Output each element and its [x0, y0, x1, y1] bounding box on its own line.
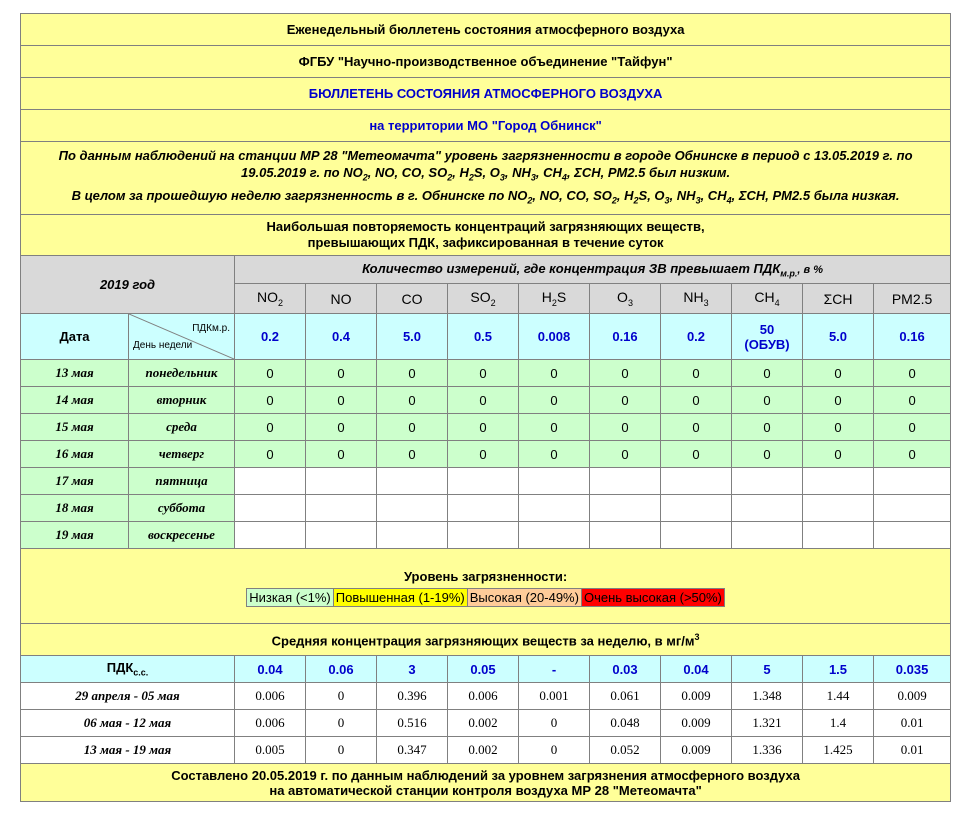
- row-value: [732, 495, 803, 522]
- pollutant-header: $O_3$: [590, 284, 661, 314]
- pollutant-header: $NO_2$: [235, 284, 306, 314]
- row-value: 0: [519, 360, 590, 387]
- row-value: [590, 468, 661, 495]
- row-date: 19 мая: [21, 522, 129, 549]
- pdk-ss-value: 0.05: [448, 656, 519, 683]
- row-value: 0: [732, 387, 803, 414]
- avg-value: 0.002: [448, 710, 519, 737]
- avg-period: 29 апреля - 05 мая: [21, 683, 235, 710]
- repeat-section-title: Наибольшая повторяемость концентраций загрязняющих веществ, превышающих ПДК, зафиксированная в течение суток: [21, 215, 951, 256]
- pdk-mr-value: 0.008: [519, 314, 590, 360]
- pdk-ss-value: 0.04: [235, 656, 306, 683]
- pdk-ss-value: 0.04: [661, 656, 732, 683]
- row-value: [377, 495, 448, 522]
- pdk-ss-value: 0.03: [590, 656, 661, 683]
- avg-value: 1.425: [803, 737, 874, 764]
- summary-paragraph-1: По данным наблюдений на станции МР 28 "Метеомачта" уровень загрязненности в городе Обнинске в период с 13.05.2019 г. по 19.05.2019 г. по $NO_2$, NO, CO, $SO_2$, $H_2S$, $O_3$, $NH_3$, $CH_4$, ΣCH, PM2.5 был низким.: [58, 148, 913, 183]
- row-value: [803, 495, 874, 522]
- pdk-mr-value: 0.16: [874, 314, 951, 360]
- avg-value: 0.006: [448, 683, 519, 710]
- avg-value: 0.009: [661, 710, 732, 737]
- row-value: [590, 522, 661, 549]
- row-value: [235, 495, 306, 522]
- pdk-mr-note: (ОБУВ): [744, 336, 790, 352]
- table-row: [21, 522, 951, 549]
- pdk-ss-value: 3: [377, 656, 448, 683]
- row-weekday: четверг: [129, 441, 235, 468]
- avg-value: 0.001: [519, 683, 590, 710]
- avg-value: 0.005: [235, 737, 306, 764]
- row-weekday: понедельник: [129, 360, 235, 387]
- legend-item: Высокая (20-49%): [467, 589, 581, 607]
- row-value: [448, 522, 519, 549]
- avg-value: 0: [306, 710, 377, 737]
- avg-value: 1.44: [803, 683, 874, 710]
- pollutant-header: $CH_4$: [732, 284, 803, 314]
- row-value: 0: [235, 360, 306, 387]
- row-value: [519, 522, 590, 549]
- row-value: 0: [803, 414, 874, 441]
- row-value: [874, 522, 951, 549]
- year-label: 2019 год: [21, 256, 235, 314]
- row-value: 0: [803, 360, 874, 387]
- pdk-mr-value: 50 (ОБУВ): [732, 314, 803, 360]
- row-value: [448, 468, 519, 495]
- row-date: 16 мая: [21, 441, 129, 468]
- avg-value: 0: [519, 710, 590, 737]
- pdk-ss-value: 0.06: [306, 656, 377, 683]
- row-weekday: среда: [129, 414, 235, 441]
- pdk-mr-value: 5.0: [803, 314, 874, 360]
- pdk-mr-value: 0.2: [661, 314, 732, 360]
- row-value: 0: [448, 360, 519, 387]
- footer-note: Составлено 20.05.2019 г. по данным наблюдений за уровнем загрязнения атмосферного воздуха на автоматической станции контроля воздуха МР 28 "Метеомачта": [21, 764, 951, 802]
- avg-period: 06 мая - 12 мая: [21, 710, 235, 737]
- row-value: [377, 468, 448, 495]
- legend-item: Очень высокая (>50%): [581, 589, 724, 607]
- row-value: 0: [803, 441, 874, 468]
- row-value: [448, 495, 519, 522]
- row-value: 0: [377, 414, 448, 441]
- table-row: [21, 441, 951, 468]
- date-weekday-diagonal: [129, 314, 235, 360]
- avg-value: 0.002: [448, 737, 519, 764]
- row-value: 0: [661, 441, 732, 468]
- row-value: [661, 522, 732, 549]
- row-value: [803, 468, 874, 495]
- avg-value: 0.009: [661, 683, 732, 710]
- row-value: 0: [874, 387, 951, 414]
- pdk-ss-value: 1.5: [803, 656, 874, 683]
- table-row: [21, 495, 951, 522]
- row-value: 0: [235, 441, 306, 468]
- avg-value: 1.336: [732, 737, 803, 764]
- avg-value: 0.01: [874, 737, 951, 764]
- row-value: 0: [377, 387, 448, 414]
- row-value: [874, 495, 951, 522]
- diagonal-line: [129, 314, 234, 359]
- table-row: [21, 737, 951, 764]
- row-value: 0: [661, 414, 732, 441]
- avg-period: 13 мая - 19 мая: [21, 737, 235, 764]
- row-weekday: воскресенье: [129, 522, 235, 549]
- row-weekday: вторник: [129, 387, 235, 414]
- row-value: 0: [306, 414, 377, 441]
- row-value: 0: [590, 387, 661, 414]
- table-row: [21, 360, 951, 387]
- avg-value: 1.348: [732, 683, 803, 710]
- row-value: [306, 495, 377, 522]
- row-value: [732, 522, 803, 549]
- row-value: [519, 468, 590, 495]
- pdk-ss-value: -: [519, 656, 590, 683]
- row-weekday: пятница: [129, 468, 235, 495]
- row-value: [235, 468, 306, 495]
- row-value: 0: [306, 441, 377, 468]
- row-value: 0: [377, 441, 448, 468]
- pdk-mr-value: 0.4: [306, 314, 377, 360]
- date-label: Дата: [21, 314, 129, 360]
- avg-value: 0.516: [377, 710, 448, 737]
- row-value: [874, 468, 951, 495]
- avg-value: 1.321: [732, 710, 803, 737]
- row-value: 0: [235, 387, 306, 414]
- row-value: [590, 495, 661, 522]
- pollutant-header: $H_2S$: [519, 284, 590, 314]
- weekday-corner-label: День недели: [133, 340, 193, 352]
- row-value: [732, 468, 803, 495]
- row-value: 0: [590, 360, 661, 387]
- row-date: 15 мая: [21, 414, 129, 441]
- row-date: 17 мая: [21, 468, 129, 495]
- row-weekday: суббота: [129, 495, 235, 522]
- avg-value: 0: [306, 683, 377, 710]
- row-value: [661, 468, 732, 495]
- row-value: 0: [306, 360, 377, 387]
- row-value: 0: [590, 414, 661, 441]
- row-value: 0: [732, 360, 803, 387]
- bulletin-heading: БЮЛЛЕТЕНЬ СОСТОЯНИЯ АТМОСФЕРНОГО ВОЗДУХА: [21, 78, 951, 110]
- level-title: Уровень загрязненности:: [403, 569, 568, 585]
- avg-value: 0: [306, 737, 377, 764]
- table-row: [21, 387, 951, 414]
- bulletin-table: [20, 13, 951, 802]
- summary-paragraph-2: В целом за прошедшую неделю загрязненность в г. Обнинске по $NO_2$, NO, CO, $SO_2$, $H_2S$, $O_3$, $NH_3$, $CH_4$, ΣCH, PM2.5 была низкая.: [71, 187, 900, 206]
- avg-value: 0.006: [235, 710, 306, 737]
- row-value: 0: [519, 414, 590, 441]
- pdk-ss-value: 0.035: [874, 656, 951, 683]
- table-row: [21, 710, 951, 737]
- avg-value: 0.048: [590, 710, 661, 737]
- row-value: 0: [448, 441, 519, 468]
- row-value: [803, 522, 874, 549]
- pdk-mr-corner-label: ПДКм.р.: [192, 323, 230, 335]
- row-value: 0: [377, 360, 448, 387]
- count-header: Количество измерений, где концентрация ЗВ превышает $ПДК_{м.р.}$, в %: [235, 256, 951, 284]
- pollutant-list: $NO_2$, NO, CO, $SO_2$, $H_2S$, $O_3$, $NH_3$, $CH_4$, ΣCH, PM2.5: [507, 187, 811, 206]
- row-value: 0: [732, 441, 803, 468]
- avg-value: 0.009: [874, 683, 951, 710]
- pdk-mr-value: 0.16: [590, 314, 661, 360]
- pollutant-header: $NH_3$: [661, 284, 732, 314]
- row-value: [519, 495, 590, 522]
- avg-value: 0.01: [874, 710, 951, 737]
- avg-value: 0.052: [590, 737, 661, 764]
- row-value: 0: [448, 414, 519, 441]
- level-legend: [246, 588, 725, 607]
- row-value: 0: [519, 441, 590, 468]
- row-value: [306, 468, 377, 495]
- row-value: 0: [803, 387, 874, 414]
- avg-value: 0.347: [377, 737, 448, 764]
- bulletin-title: Еженедельный бюллетень состояния атмосферного воздуха: [21, 14, 951, 46]
- organization-name: ФГБУ "Научно-производственное объединение "Тайфун": [21, 46, 951, 78]
- pollutant-header: NO: [306, 284, 377, 314]
- pollutant-header: PM2.5: [874, 284, 951, 314]
- pollutant-header: $SO_2$: [448, 284, 519, 314]
- level-section: [21, 549, 951, 624]
- row-value: 0: [519, 387, 590, 414]
- row-value: 0: [448, 387, 519, 414]
- row-date: 14 мая: [21, 387, 129, 414]
- row-value: 0: [874, 441, 951, 468]
- avg-value: 0.006: [235, 683, 306, 710]
- pollutant-header: ΣCH: [803, 284, 874, 314]
- pdk-mr-value: 0.2: [235, 314, 306, 360]
- pollutant-header: CO: [377, 284, 448, 314]
- pdk-mr-value: 5.0: [377, 314, 448, 360]
- row-date: 13 мая: [21, 360, 129, 387]
- avg-value: 0.061: [590, 683, 661, 710]
- legend-item: Повышенная (1-19%): [333, 589, 467, 607]
- row-value: [235, 522, 306, 549]
- avg-value: 1.4: [803, 710, 874, 737]
- table-row: [21, 468, 951, 495]
- row-date: 18 мая: [21, 495, 129, 522]
- table-row: [21, 414, 951, 441]
- legend-item: Низкая (<1%): [247, 589, 334, 607]
- pollutant-list: $NO_2$, NO, CO, $SO_2$, $H_2S$, $O_3$, $NH_3$, $CH_4$, ΣCH, PM2.5: [343, 165, 646, 183]
- row-value: 0: [661, 360, 732, 387]
- avg-value: 0.009: [661, 737, 732, 764]
- pdk-ss-label: $ПДК_{с.с.}$: [21, 656, 235, 683]
- row-value: 0: [661, 387, 732, 414]
- row-value: 0: [235, 414, 306, 441]
- pdk-mr-value: 0.5: [448, 314, 519, 360]
- avg-value: 0: [519, 737, 590, 764]
- row-value: [306, 522, 377, 549]
- table-row: [21, 683, 951, 710]
- avg-value: 0.396: [377, 683, 448, 710]
- row-value: [661, 495, 732, 522]
- row-value: 0: [874, 360, 951, 387]
- row-value: 0: [306, 387, 377, 414]
- row-value: 0: [590, 441, 661, 468]
- row-value: 0: [874, 414, 951, 441]
- summary-text: [21, 142, 951, 215]
- row-value: [377, 522, 448, 549]
- territory-heading: на территории МО "Город Обнинск": [21, 110, 951, 142]
- avg-section-title: Средняя концентрация загрязняющих веществ за неделю, в $мг/м^3$: [21, 624, 951, 656]
- row-value: 0: [732, 414, 803, 441]
- pdk-ss-value: 5: [732, 656, 803, 683]
